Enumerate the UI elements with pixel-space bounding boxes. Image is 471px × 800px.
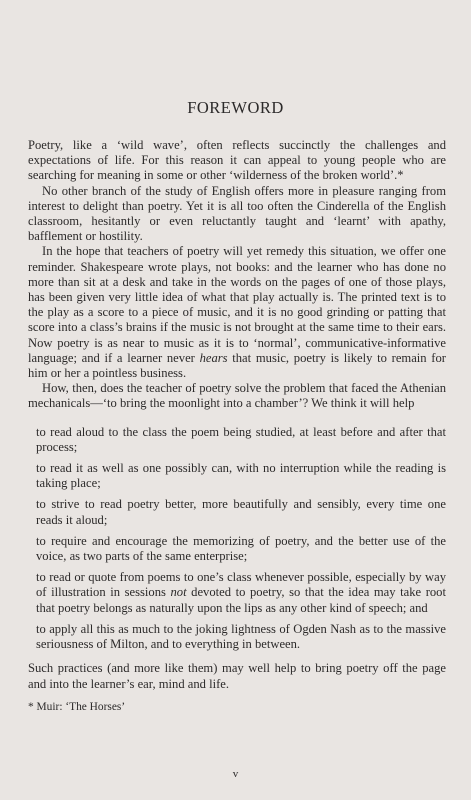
paragraph-1: Poetry, like a ‘wild wave’, often reflects succinctly the challenges and expectations of life. For this reason it can appeal to young people who are searching for meaning in some or other ‘wilderness of the broken world’.* xyxy=(28,138,446,183)
list-item-5-emphasis: not xyxy=(170,585,187,600)
paragraph-3 xyxy=(28,244,446,381)
list-item: to apply all this as much to the joking lightness of Ogden Nash as to the massive seriousness of Milton, and to everything in between. xyxy=(36,621,446,652)
page-title: FOREWORD xyxy=(187,98,284,117)
paragraph-3-text-b: that music, poetry is likely to remain for him or her a pointless business. xyxy=(28,350,446,381)
list-item xyxy=(36,570,446,616)
paragraph-3-emphasis: hears xyxy=(199,350,228,365)
paragraph-3-text-a: In the hope that teachers of poetry will yet remedy this situation, we offer one reminder. Shakespeare wrote plays, not books: and the learner who has done no more than sit at a desk and take in the words on the pages of one of those plays, has been given very little idea of what that play actually is. The printed text is to the play as a score to a piece of music, and it is no good grinding or patting that score into a class’s brains if the music is not brought at the same time to their ears. Now poetry is as near to music as it is to ‘normal’, communicative-informative language; and if a learner never xyxy=(28,244,446,365)
footnote: * Muir: ‘The Horses’ xyxy=(28,700,126,713)
list-item-5-text-a: to read or quote from poems to one’s class whenever possible, especially by way of illustration in sessions xyxy=(36,570,446,600)
list-item: to read aloud to the class the poem being studied, at least before and after that process; xyxy=(36,424,446,454)
paragraph-4: How, then, does the teacher of poetry solve the problem that faced the Athenian mechanicals—‘to bring the moonlight into a chamber’? We think it will help xyxy=(28,381,446,411)
list-item-5-text-b: devoted to poetry, so that the idea may take root that poetry belongs as naturally upon the lips as any other kind of speech; and xyxy=(36,585,446,615)
list-item: to strive to read poetry better, more beautifully and sensibly, every time one reads it aloud; xyxy=(36,497,446,527)
closing-paragraph: Such practices (and more like them) may well help to bring poetry off the page and into the learner’s ear, mind and life. xyxy=(28,661,446,691)
page-number: v xyxy=(232,768,239,780)
paragraph-2: No other branch of the study of English offers more in pleasure ranging from interest to delight than poetry. Yet it is all too often the Cinderella of the English classroom, hesitantly or even reluctantly taught and ‘learnt’ with apathy, bafflement or hostility. xyxy=(28,183,446,244)
list-item: to read it as well as one possibly can, with no interruption while the reading is taking place; xyxy=(36,461,446,491)
list-item: to require and encourage the memorizing of poetry, and the better use of the voice, as two parts of the same enterprise; xyxy=(36,533,446,564)
foreword-body xyxy=(28,138,446,715)
recommendation-list xyxy=(28,425,446,653)
